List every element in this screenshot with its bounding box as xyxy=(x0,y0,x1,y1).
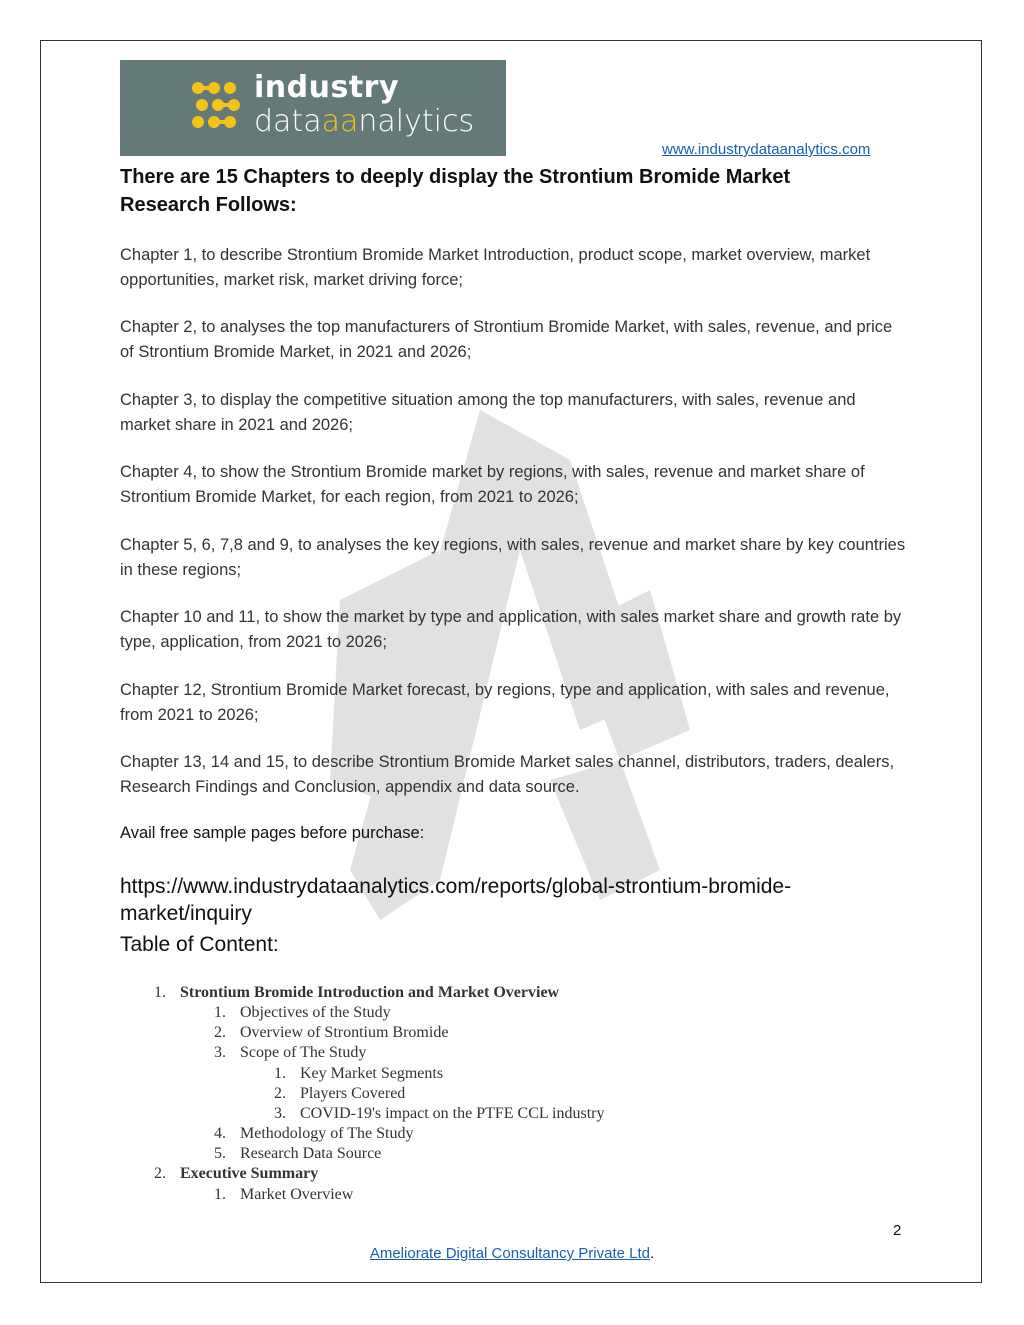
company-logo xyxy=(120,60,506,156)
chapter-paragraph: Chapter 2, to analyses the top manufacturers of Strontium Bromide Market, with sales, revenue, and price of Strontium Bromide Market, in 2021 and 2026; xyxy=(120,318,893,361)
toc-item: 2. Executive Summary xyxy=(154,1165,319,1182)
toc-item: 2. Overview of Strontium Bromide xyxy=(214,1024,449,1041)
chapter-paragraph: Chapter 10 and 11, to show the market by type and application, with sales market share and growth rate by type, application, from 2021 to 2026; xyxy=(120,608,902,651)
page-number: 2 xyxy=(893,1222,902,1239)
page-heading: There are 15 Chapters to deeply display the Strontium Bromide Market Research Follows: xyxy=(120,166,791,216)
company-link[interactable]: Ameliorate Digital Consultancy Private Ltd xyxy=(369,1245,650,1262)
chapter-paragraph: Chapter 3, to display the competitive situation among the top manufacturers, with sales, revenue and market share in 2021 and 2026; xyxy=(120,391,856,434)
chapter-paragraph: Chapter 12, Strontium Bromide Market forecast, by regions, type and application, with sales and revenue, from 2021 to 2026; xyxy=(120,681,890,724)
sample-url[interactable]: https://www.industrydataanalytics.com/reports/global-strontium-bromide-market/inquiry xyxy=(120,875,792,925)
toc-item: 1. Objectives of the Study xyxy=(214,1004,391,1021)
toc-title: Table of Content: xyxy=(120,933,279,956)
toc-item: 1. Strontium Bromide Introduction and Market Overview xyxy=(154,984,560,1001)
sample-label: Avail free sample pages before purchase: xyxy=(120,824,425,842)
toc-item: 4. Methodology of The Study xyxy=(214,1125,414,1142)
toc-item: 1. Market Overview xyxy=(214,1186,354,1203)
dots-logo-icon xyxy=(190,80,246,136)
chapter-paragraph: Chapter 1, to describe Strontium Bromide Market Introduction, product scope, market overview, market opportunities, market risk, market driving force; xyxy=(120,246,871,289)
toc-item: 3. COVID-19's impact on the PTFE CCL industry xyxy=(274,1105,605,1122)
toc-item: 3. Scope of The Study xyxy=(214,1044,367,1061)
chapter-paragraph: Chapter 13, 14 and 15, to describe Strontium Bromide Market sales channel, distributors, traders, dealers, Research Findings and Conclusion, appendix and data source. xyxy=(120,753,895,796)
website-link[interactable]: www.industrydataanalytics.com xyxy=(662,141,871,158)
toc-item: 5. Research Data Source xyxy=(214,1145,382,1162)
footer: Ameliorate Digital Consultancy Private Ltd. xyxy=(369,1245,655,1262)
chapter-paragraph: Chapter 4, to show the Strontium Bromide market by regions, with sales, revenue and market share of Strontium Bromide Market, for each region, from 2021 to 2026; xyxy=(120,463,865,506)
logo-word-dataanalytics: dataaanalytics xyxy=(254,104,475,139)
chapter-paragraph: Chapter 5, 6, 7,8 and 9, to analyses the key regions, with sales, revenue and market share by key countries in these regions; xyxy=(120,536,906,579)
toc-item: 2. Players Covered xyxy=(274,1085,406,1102)
toc-item: 1. Key Market Segments xyxy=(274,1065,444,1082)
logo-word-industry: industry xyxy=(254,70,400,105)
